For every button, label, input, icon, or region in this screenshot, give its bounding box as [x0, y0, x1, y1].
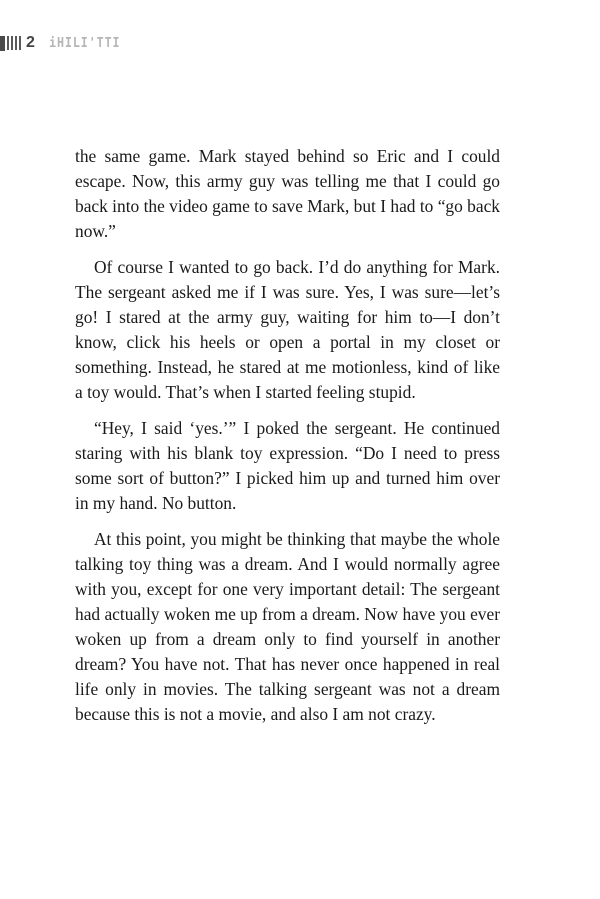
paragraph-continued: the same game. Mark stayed behind so Eric and I could escape. Now, this army guy was telling me that I could go back into the video game to save Mark, but I had to “go back now.”	[75, 146, 500, 241]
chapter-title: iHILI'TTI	[49, 35, 121, 51]
running-header	[0, 33, 129, 53]
header-block-mark	[0, 36, 5, 51]
paragraph: At this point, you might be thinking that maybe the whole talking toy thing was a dream. And I would normally agree with you, except for one very important detail: The sergeant had actually woken me up from a dream. Now have you ever woken up from a dream only to find yourself in another dream? You have not. That has never once happened in real life only in movies. The talking sergeant was not a dream because this is not a movie, and also I am not crazy.	[75, 529, 500, 724]
header-bar-ornament	[7, 36, 21, 50]
chapter-number: 2	[26, 34, 36, 51]
paragraph: Of course I wanted to go back. I’d do anything for Mark. The sergeant asked me if I was sure. Yes, I was sure—let’s go! I stared at the army guy, waiting for him to—I don’t know, click his heels or open a portal in my closet or something. Instead, he stared at me motionless, kind of like a toy would. That’s when I started feeling stupid.	[75, 257, 500, 402]
page-body	[75, 144, 500, 738]
paragraph: “Hey, I said ‘yes.’” I poked the sergeant. He continued staring with his blank toy expression. “Do I need to press some sort of button?” I picked him up and turned him over in my hand. No button.	[75, 418, 500, 513]
